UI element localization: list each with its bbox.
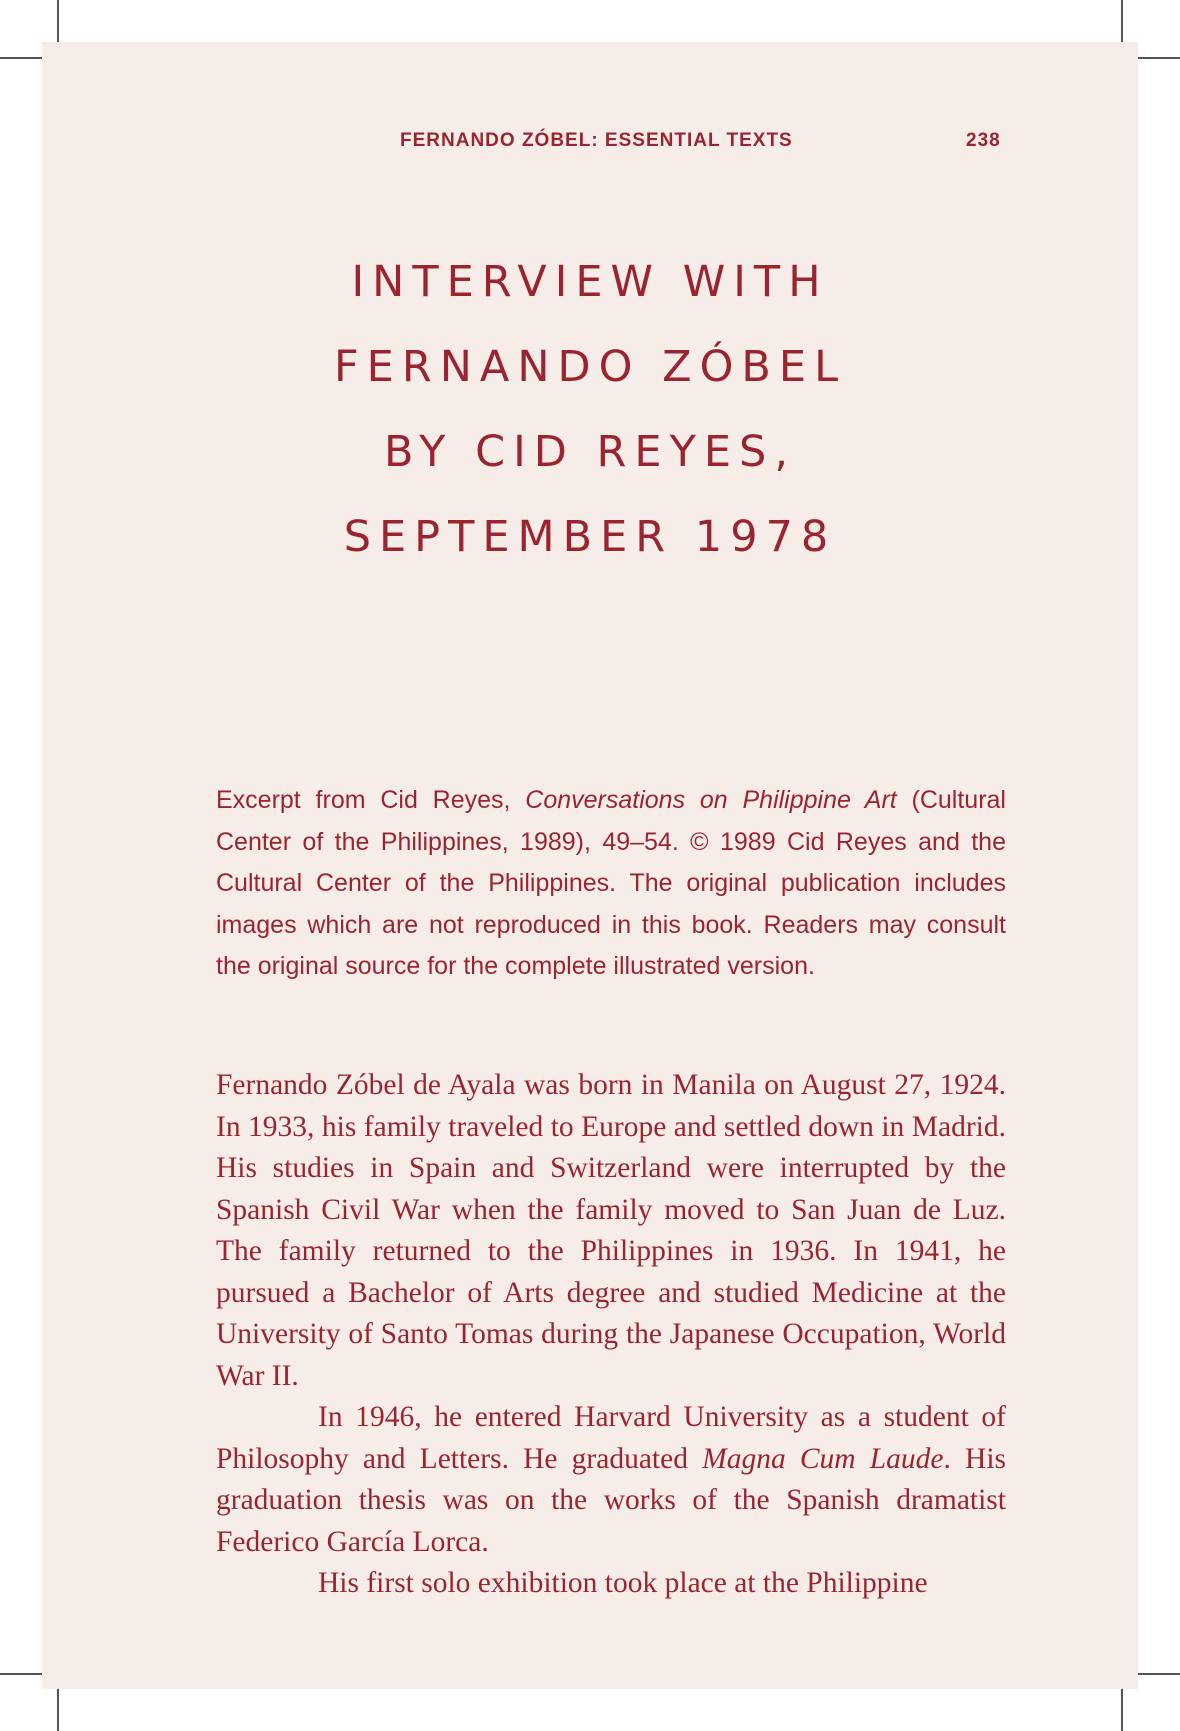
body-emphasis: Magna Cum Laude [702, 1442, 944, 1475]
source-note [216, 780, 1006, 988]
chapter-title [42, 240, 1138, 580]
body-paragraph [216, 1397, 1006, 1563]
crop-mark [1121, 0, 1123, 42]
page-number: 238 [966, 130, 1001, 151]
chapter-title-line: FERNANDO ZÓBEL [333, 342, 847, 392]
source-note-suffix: (Cultural Center of the Philippines, 1989), 49–54. © 1989 Cid Reyes and the Cultural Center of the Philippines. The original publication includes images which are not reproduced in this book. Readers may consult the original source for the complete illustrated version. [216, 786, 1006, 980]
crop-mark [0, 1673, 42, 1675]
book-page [42, 42, 1138, 1689]
source-note-prefix: Excerpt from Cid Reyes, [216, 786, 526, 814]
chapter-title-line: BY CID REYES, [383, 427, 796, 477]
body-text-run: In 1946, he entered Harvard University as a student of Philosophy and Letters. He graduated [216, 1401, 1006, 1475]
crop-mark [1138, 57, 1180, 59]
crop-mark [1121, 1689, 1123, 1731]
body-text-run: . His graduation thesis was on the works of the Spanish dramatist Federico García Lorca. [216, 1442, 1006, 1558]
crop-mark [0, 57, 42, 59]
source-book-title: Conversations on Philippine Art [525, 786, 897, 814]
chapter-title-line: INTERVIEW WITH [351, 257, 829, 307]
running-title: FERNANDO ZÓBEL: ESSENTIAL TEXTS [400, 130, 793, 151]
crop-mark [1138, 1673, 1180, 1675]
running-head [42, 130, 1138, 160]
chapter-title-line: SEPTEMBER 1978 [343, 512, 837, 562]
body-paragraph: Fernando Zóbel de Ayala was born in Manila on August 27, 1924. In 1933, his family traveled to Europe and settled down in Madrid. His studies in Spain and Switzerland were interrupted by the Spanish Civil War when the family moved to San Juan de Luz. The family returned to the Philippines in 1936. In 1941, he pursued a Bachelor of Arts degree and studied Medicine at the University of Santo Tomas during the Japanese Occupation, World War II. [216, 1069, 1006, 1392]
crop-mark [57, 0, 59, 42]
body-paragraph: His first solo exhibition took place at the Philippine [318, 1567, 928, 1599]
body-text [216, 1065, 1006, 1605]
crop-mark [57, 1689, 59, 1731]
